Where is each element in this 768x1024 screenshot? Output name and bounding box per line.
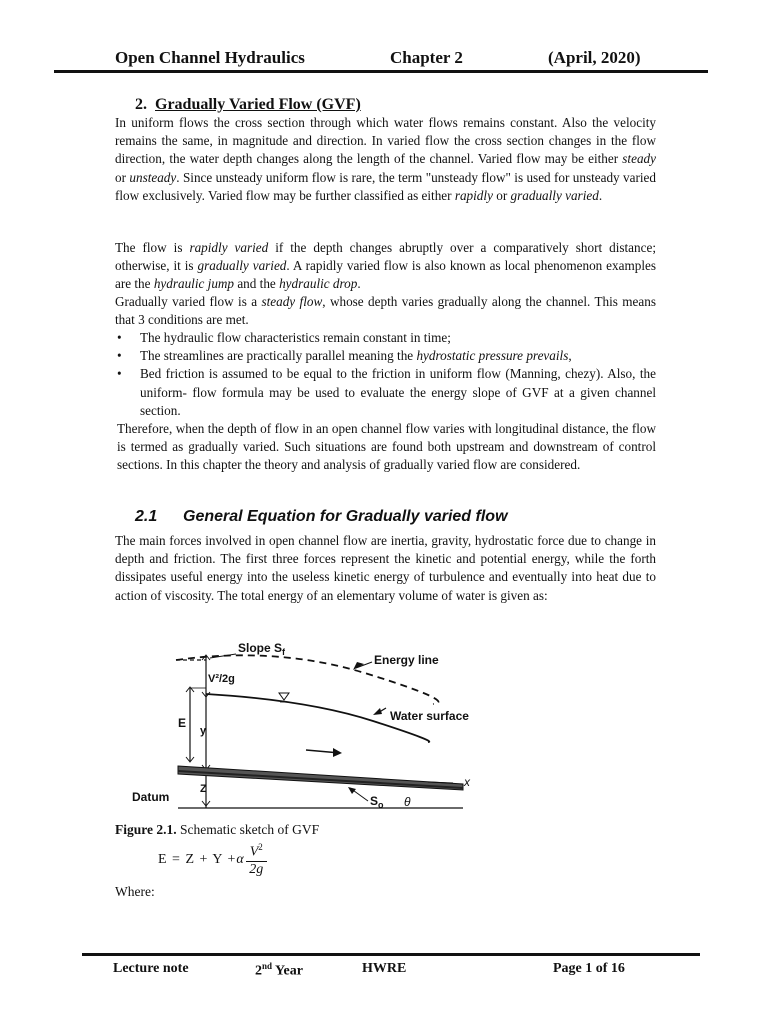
footer-department: HWRE xyxy=(362,961,407,976)
footer-rule xyxy=(82,953,700,956)
footer-lecture-note: Lecture note xyxy=(113,961,189,976)
section-title xyxy=(135,96,361,114)
bed-slope-label: $S_o$ xyxy=(370,794,384,810)
where-label: Where: xyxy=(115,884,155,899)
section-number: 2. xyxy=(135,96,147,113)
slope-sf-label: Slope $S_f$ xyxy=(238,641,286,657)
gvf-schematic-figure xyxy=(128,636,488,816)
energy-line-label: Energy line xyxy=(374,653,439,667)
free-surface-marker-icon xyxy=(279,693,289,700)
header-course: Open Channel Hydraulics xyxy=(115,48,305,67)
header-chapter: Chapter 2 xyxy=(390,48,463,67)
elevation-z-label: Z xyxy=(200,783,207,795)
energy-e-label: E xyxy=(178,716,187,730)
header-date: (April, 2020) xyxy=(548,48,641,67)
x-axis-label: x xyxy=(464,775,470,789)
footer-page-number: Page 1 of 16 xyxy=(553,961,625,976)
energy-equation: E = Z + Y +α $\frac{V^2}{2g}$ xyxy=(158,842,267,878)
section-title-text: Gradually Varied Flow (GVF) xyxy=(155,96,361,113)
paragraph-main-forces: The main forces involved in open channel flow are inertia, gravity, hydrostatic force due to change in depth and friction. The first three forces represent the kinetic and potential energy, while the forth dissipates useful energy into the useless kinetic energy of turbulence and eventually into heat due to action of viscosity. The total energy of an elementary volume of water is given as: xyxy=(115,533,656,603)
subsection-title xyxy=(135,508,508,526)
paragraph-intro: In uniform flows the cross section through which water flows remains constant. Also the velocity remains the same, in magnitude and direction. In varied flow the cross section changes in the flow direction, the water depth changes along the length of the channel. Varied flow may be either steady or unsteady. Since unsteady uniform flow is rare, the term "unsteady flow" is used for unsteady varied flow exclusively. Varied flow may be further classified as either rapidly or gradually varied. xyxy=(115,115,656,203)
list-item: • Bed friction is assumed to be equal to the friction in uniform flow (Manning, chezy). Also, the uniform- flow formula may be used to evaluate the energy slope of GVF at a given channel section. xyxy=(117,366,656,418)
subsection-title-text: General Equation for Gradually varied flow xyxy=(183,508,508,525)
bullet-icon: • xyxy=(117,366,122,382)
footer-year: 2nd Year xyxy=(255,961,303,979)
conditions-list xyxy=(115,329,656,420)
depth-y-label: y xyxy=(200,725,207,737)
water-surface-label: Water surface xyxy=(390,709,469,723)
list-item: • The streamlines are practically parallel meaning the hydrostatic pressure prevails, xyxy=(115,347,656,365)
paragraph-gvf-definition: Gradually varied flow is a steady flow, whose depth varies gradually along the channel. This means that 3 conditions are met. xyxy=(115,294,656,328)
bullet-icon: • xyxy=(117,348,122,364)
figure-caption: Figure 2.1. Schematic sketch of GVF xyxy=(115,822,320,837)
header-rule xyxy=(54,70,708,73)
theta-label: θ xyxy=(404,795,411,809)
subsection-number: 2.1 xyxy=(135,508,158,525)
list-item: • The hydraulic flow characteristics remain constant in time; xyxy=(115,329,656,347)
paragraph-rapidly-varied: The flow is rapidly varied if the depth changes abruptly over a comparatively short distance; otherwise, it is gradually varied. A rapidly varied flow is also known as local phenomenon examples are the hydraulic jump and the hydraulic drop. xyxy=(115,240,656,292)
datum-label: Datum xyxy=(132,790,170,804)
velocity-head-label: V²/2g xyxy=(208,673,235,685)
bullet-icon: • xyxy=(117,330,122,345)
paragraph-therefore: Therefore, when the depth of flow in an open channel flow varies with longitudinal distance, the flow is termed as gradually varied. Such situations are found both upstream and downstream of control sections. In this chapter the theory and analysis of gradually varied flow are considered. xyxy=(117,421,656,473)
